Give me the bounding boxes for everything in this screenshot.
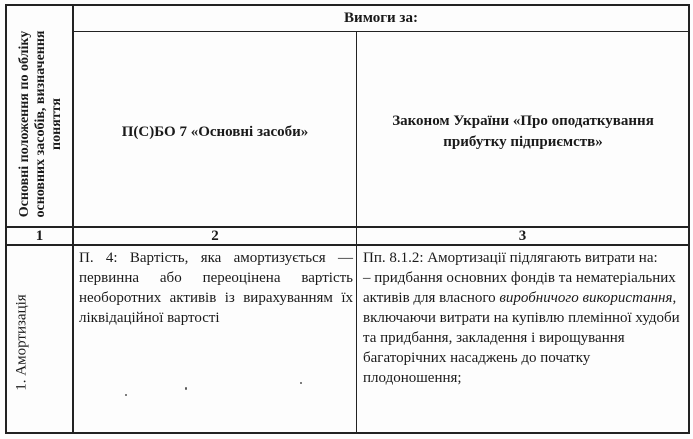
table-border-bottom (5, 432, 689, 434)
col1-header: Основні положення по обліку основних засобів, визначення поняття (17, 30, 64, 218)
col-number-2: 2 (211, 227, 219, 244)
col3-header: Законом України «Про оподаткування прибутку підприємств» (392, 113, 654, 150)
col-number-1: 1 (35, 227, 44, 244)
law-item-italic-text: виробничого використання (499, 290, 673, 306)
number-row-bottom-border (5, 244, 689, 246)
table-border-right (688, 4, 690, 434)
law-item-text-start: – придбання основних фондів та нематеріальних активів для власного (363, 270, 676, 306)
pbo-paragraph: П. 4: Вартість, яка амортизується — первинна або переоцінена вартість необоротних активів із вирахуванням їх ліквідаційної вартості (79, 250, 353, 326)
law-amortization-text (360, 248, 688, 388)
row-label-cell (7, 246, 72, 432)
scan-speck (185, 387, 187, 390)
col-number-3: 3 (518, 227, 527, 244)
row-label-amortization: 1. Амортизація (13, 294, 30, 391)
requirements-header: Вимоги за: (344, 9, 418, 26)
law-intro-paragraph: Пп. 8.1.2: Амортизації підлягають витрати на: (363, 250, 658, 266)
scan-speck (125, 394, 127, 396)
col2-header: П(С)БО 7 «Основні засоби» (121, 123, 309, 140)
pbo-amortization-text (76, 248, 356, 328)
col1-header-cell (7, 6, 72, 226)
law-item-paragraph (363, 268, 685, 388)
scan-speck (300, 382, 302, 384)
law-item-text-rest: , включаючи витрати на купівлю племінної худоби та придбання, закладення і вирощування багаторічних насаджень до початку плодоношення; (363, 290, 680, 386)
header-divider-requirements (72, 31, 689, 32)
